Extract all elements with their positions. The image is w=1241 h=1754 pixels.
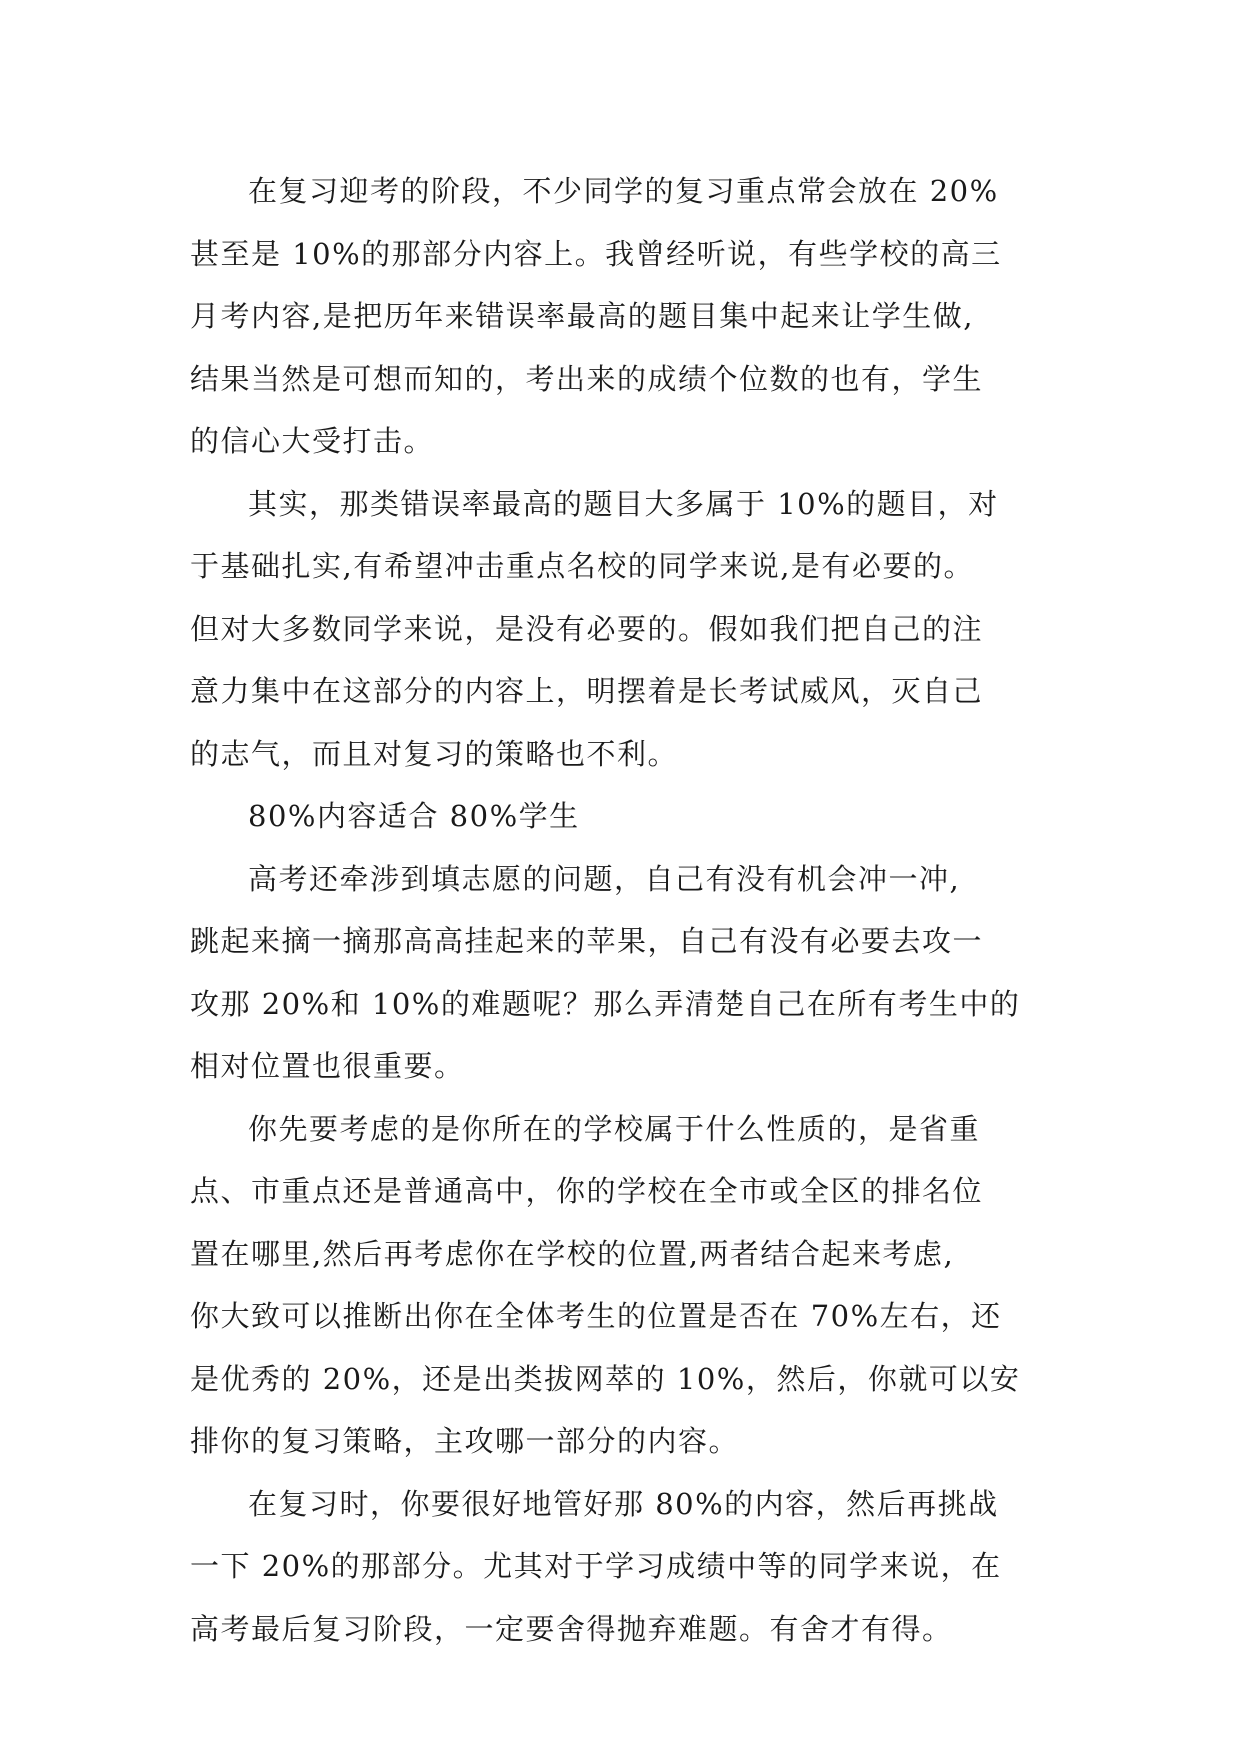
text-line: 排你的复习策略，主攻哪一部分的内容。 [190, 1424, 740, 1458]
text-line: 的志气，而且对复习的策略也不利。 [190, 736, 679, 771]
text-line: 一下 20%的那部分。尤其对于学习成绩中等的同学来说，在 [190, 1549, 1002, 1583]
text-line: 在复习时，你要很好地管好那 80%的内容，然后再挑战 [248, 1486, 999, 1521]
text-line: 高考最后复习阶段，一定要舍得抛弃难题。有舍才有得。 [190, 1611, 953, 1646]
text-line: 但对大多数同学来说，是没有必要的。假如我们把自己的注 [190, 611, 984, 646]
text-line: 置在哪里,然后再考虑你在学校的位置,两者结合起来考虑, [190, 1236, 955, 1271]
paragraph-5 [190, 1473, 1090, 1661]
text-line: 结果当然是可想而知的，考出来的成绩个位数的也有，学生 [190, 361, 984, 396]
text-line: 高考还牵涉到填志愿的问题，自己有没有机会冲一冲, [248, 861, 961, 896]
paragraph-4 [190, 1098, 1090, 1473]
text-line: 你大致可以推断出你在全体考生的位置是否在 70%左右，还 [190, 1299, 1002, 1333]
document-body [190, 160, 1090, 1660]
text-line: 意力集中在这部分的内容上，明摆着是长考试威风，灭自己 [190, 674, 984, 708]
text-line: 其实，那类错误率最高的题目大多属于 10%的题目，对 [248, 486, 999, 521]
text-line: 点、市重点还是普通高中，你的学校在全市或全区的排名位 [190, 1174, 984, 1208]
text-line: 甚至是 10%的那部分内容上。我曾经听说，有些学校的高三 [190, 236, 1002, 271]
paragraph-2 [190, 473, 1090, 786]
text-line: 月考内容,是把历年来错误率最高的题目集中起来让学生做, [190, 299, 974, 333]
text-line: 跳起来摘一摘那高高挂起来的苹果，自己有没有必要去攻一 [190, 924, 984, 958]
text-line: 于基础扎实,有希望冲击重点名校的同学来说,是有必要的。 [190, 549, 974, 583]
heading-line: 80%内容适合 80%学生 [248, 799, 580, 833]
text-line: 攻那 20%和 10%的难题呢？那么弄清楚自己在所有考生中的 [190, 986, 1021, 1021]
text-line: 是优秀的 20%，还是出类拔网萃的 10%，然后，你就可以安 [190, 1361, 1021, 1396]
text-line: 你先要考虑的是你所在的学校属于什么性质的，是省重 [248, 1111, 981, 1146]
text-line: 相对位置也很重要。 [190, 1049, 465, 1083]
text-line: 在复习迎考的阶段，不少同学的复习重点常会放在 20% [248, 174, 999, 208]
paragraph-1 [190, 160, 1090, 473]
section-heading [190, 785, 1090, 848]
text-line: 的信心大受打击。 [190, 424, 435, 458]
paragraph-3 [190, 848, 1090, 1098]
